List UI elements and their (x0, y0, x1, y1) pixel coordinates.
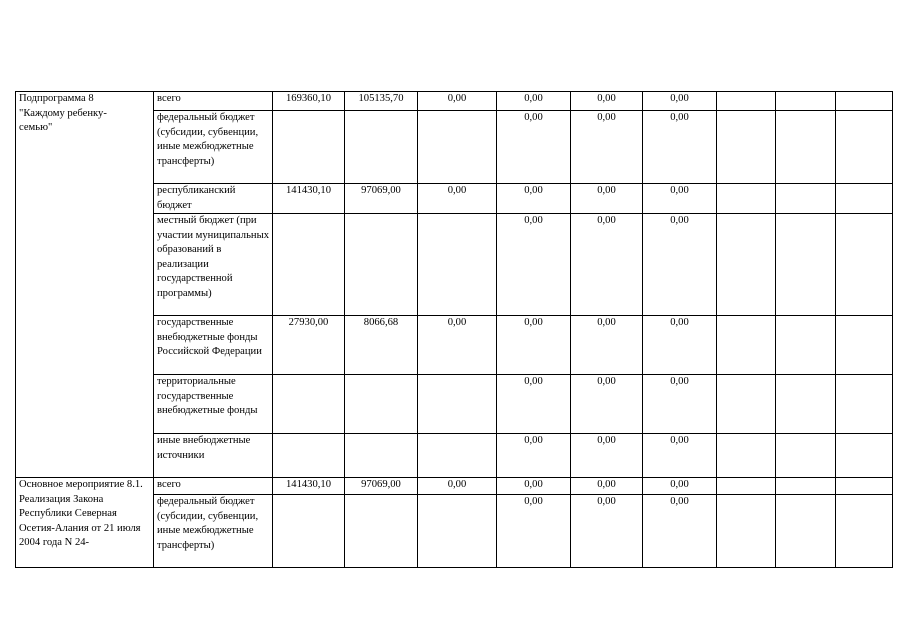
value-cell: 27930,00 (273, 316, 345, 375)
program-name-cell: Подпрограмма 8 "Каждому ребенку- семью" (16, 92, 154, 478)
empty-cell (836, 495, 893, 568)
value-cell: 0,00 (418, 316, 497, 375)
empty-cell (717, 184, 776, 214)
value-cell: 0,00 (497, 214, 571, 316)
value-cell: 0,00 (418, 184, 497, 214)
value-cell (418, 434, 497, 478)
empty-cell (836, 214, 893, 316)
empty-cell (776, 184, 836, 214)
value-cell: 0,00 (643, 375, 717, 434)
value-cell: 0,00 (418, 92, 497, 111)
value-cell: 0,00 (571, 478, 643, 495)
value-cell: 0,00 (571, 184, 643, 214)
value-cell: 141430,10 (273, 478, 345, 495)
empty-cell (717, 495, 776, 568)
value-cell: 0,00 (571, 434, 643, 478)
value-cell (345, 434, 418, 478)
empty-cell (776, 478, 836, 495)
value-cell: 0,00 (418, 478, 497, 495)
empty-cell (717, 214, 776, 316)
value-cell (273, 375, 345, 434)
value-cell (273, 434, 345, 478)
value-cell (418, 375, 497, 434)
value-cell: 0,00 (571, 214, 643, 316)
source-cell: государственные внебюджетные фонды Российской Федерации (154, 316, 273, 375)
value-cell (418, 495, 497, 568)
source-cell: федеральный бюджет (субсидии, субвенции, иные межбюджетные трансферты) (154, 111, 273, 184)
empty-cell (717, 478, 776, 495)
empty-cell (836, 478, 893, 495)
source-cell: иные внебюджетные источники (154, 434, 273, 478)
value-cell: 97069,00 (345, 184, 418, 214)
value-cell: 0,00 (497, 478, 571, 495)
table-row (16, 92, 893, 111)
value-cell (345, 375, 418, 434)
value-cell (345, 495, 418, 568)
table-row (16, 478, 893, 495)
value-cell: 8066,68 (345, 316, 418, 375)
value-cell: 0,00 (571, 92, 643, 111)
value-cell (273, 111, 345, 184)
value-cell (418, 111, 497, 184)
source-cell: территориальные государственные внебюджетные фонды (154, 375, 273, 434)
empty-cell (717, 434, 776, 478)
empty-cell (836, 434, 893, 478)
empty-cell (717, 375, 776, 434)
value-cell: 0,00 (571, 111, 643, 184)
value-cell: 0,00 (643, 111, 717, 184)
empty-cell (776, 214, 836, 316)
empty-cell (836, 316, 893, 375)
value-cell: 0,00 (497, 375, 571, 434)
empty-cell (776, 434, 836, 478)
empty-cell (776, 375, 836, 434)
value-cell: 105135,70 (345, 92, 418, 111)
value-cell: 0,00 (497, 495, 571, 568)
empty-cell (836, 375, 893, 434)
value-cell: 0,00 (497, 184, 571, 214)
budget-table (15, 91, 893, 568)
value-cell: 0,00 (571, 375, 643, 434)
value-cell: 0,00 (571, 316, 643, 375)
value-cell: 0,00 (643, 184, 717, 214)
empty-cell (836, 184, 893, 214)
value-cell: 0,00 (643, 495, 717, 568)
value-cell: 141430,10 (273, 184, 345, 214)
value-cell (345, 111, 418, 184)
value-cell: 0,00 (643, 316, 717, 375)
value-cell: 169360,10 (273, 92, 345, 111)
value-cell: 0,00 (643, 214, 717, 316)
value-cell: 0,00 (571, 495, 643, 568)
value-cell: 0,00 (497, 111, 571, 184)
source-cell: федеральный бюджет (субсидии, субвенции, иные межбюджетные трансферты) (154, 495, 273, 568)
value-cell: 0,00 (497, 92, 571, 111)
empty-cell (717, 92, 776, 111)
value-cell: 0,00 (497, 434, 571, 478)
empty-cell (836, 111, 893, 184)
activity-name-cell: Основное мероприятие 8.1. Реализация Закона Республики Северная Осетия-Алания от 21 июля 2004 года N 24- (16, 478, 154, 568)
source-cell: всего (154, 92, 273, 111)
value-cell: 0,00 (643, 92, 717, 111)
empty-cell (717, 111, 776, 184)
empty-cell (776, 111, 836, 184)
empty-cell (776, 92, 836, 111)
value-cell (273, 214, 345, 316)
value-cell: 97069,00 (345, 478, 418, 495)
source-cell: республиканский бюджет (154, 184, 273, 214)
empty-cell (836, 92, 893, 111)
value-cell: 0,00 (643, 434, 717, 478)
source-cell: местный бюджет (при участии муниципальных образований в реализации государственной программы) (154, 214, 273, 316)
value-cell (345, 214, 418, 316)
value-cell: 0,00 (643, 478, 717, 495)
empty-cell (717, 316, 776, 375)
source-cell: всего (154, 478, 273, 495)
value-cell (418, 214, 497, 316)
empty-cell (776, 495, 836, 568)
value-cell: 0,00 (497, 316, 571, 375)
value-cell (273, 495, 345, 568)
empty-cell (776, 316, 836, 375)
